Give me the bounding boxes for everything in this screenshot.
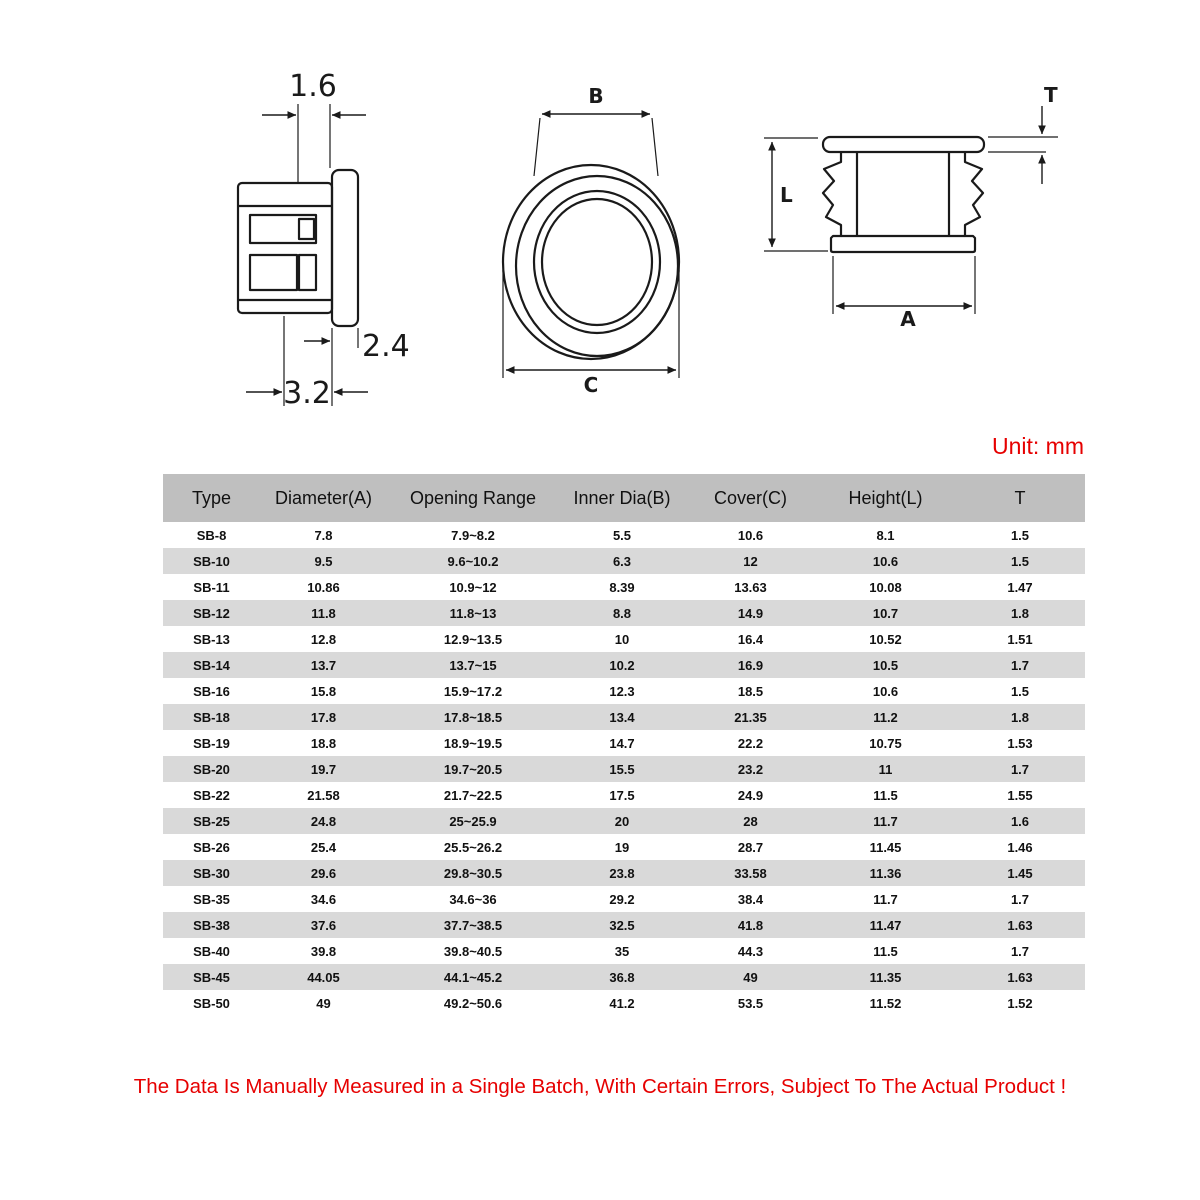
cell-value: 29.6 xyxy=(260,860,387,886)
cell-value: 1.47 xyxy=(1007,579,1033,595)
cell-value: 12.3 xyxy=(609,683,635,699)
dim-label-cover-dia: C xyxy=(583,373,599,397)
cell-value: 25.5~26.2 xyxy=(443,839,503,855)
cell-value: 1.5 xyxy=(955,548,1085,574)
table-row xyxy=(163,808,1085,834)
cell-value: 10 xyxy=(614,631,630,647)
cell-value: 39.8 xyxy=(310,943,337,959)
cell-value: 1.45 xyxy=(955,860,1085,886)
table-row xyxy=(163,548,1085,574)
cell-value: 11.47 xyxy=(816,912,955,938)
cell-value: 25.4 xyxy=(310,839,337,855)
cell-value: 49.2~50.6 xyxy=(443,995,503,1011)
cell-value: 24.9 xyxy=(737,787,764,803)
cell-value: 13.4 xyxy=(559,704,685,730)
cell-value: 53.5 xyxy=(737,995,764,1011)
cell-value: 17.8 xyxy=(260,704,387,730)
cell-value: 11.2 xyxy=(816,704,955,730)
section-view-cap xyxy=(823,137,984,152)
cell-value: 22.2 xyxy=(737,735,764,751)
header-t: T xyxy=(955,474,1085,522)
table-row xyxy=(163,990,1085,1016)
cell-value: 12.9~13.5 xyxy=(443,631,503,647)
cell-value: 10.2 xyxy=(559,652,685,678)
cell-value: 6.3 xyxy=(559,548,685,574)
cell-type: SB-13 xyxy=(193,631,230,647)
cell-value: 10.5 xyxy=(816,652,955,678)
cell-value: 41.2 xyxy=(609,995,635,1011)
cell-value: 10.52 xyxy=(869,631,902,647)
cell-value: 39.8~40.5 xyxy=(443,943,503,959)
cell-type: SB-19 xyxy=(193,735,230,751)
cell-value: 1.63 xyxy=(955,964,1085,990)
header-diameter-a: Diameter(A) xyxy=(260,474,387,522)
cell-value: 5.5 xyxy=(612,527,632,543)
dim-label-thickness: T xyxy=(1044,83,1058,107)
cell-value: 28 xyxy=(685,808,816,834)
cell-value: 19 xyxy=(614,839,630,855)
cell-value: 11.7 xyxy=(816,808,955,834)
cell-type: SB-45 xyxy=(163,964,260,990)
cell-value: 1.7 xyxy=(1010,943,1030,959)
table-row xyxy=(163,964,1085,990)
cell-value: 13.7~15 xyxy=(387,652,559,678)
cell-value: 24.8 xyxy=(260,808,387,834)
cell-value: 17.5 xyxy=(609,787,635,803)
dim-label-gap: 1.6 xyxy=(289,69,337,104)
section-view-drawing xyxy=(764,83,1058,331)
dim-label-diameter: A xyxy=(900,307,916,331)
table-row xyxy=(163,756,1085,782)
cell-value: 1.8 xyxy=(955,704,1085,730)
unit-label: Unit: mm xyxy=(992,433,1084,459)
table-row xyxy=(163,938,1085,964)
table-row xyxy=(163,782,1085,808)
cell-value: 10.6 xyxy=(816,548,955,574)
dim-label-inner-dia: B xyxy=(588,84,604,108)
spec-table xyxy=(163,474,1085,1016)
cell-value: 11.52 xyxy=(869,995,902,1011)
cell-type: SB-20 xyxy=(163,756,260,782)
cell-value: 44.05 xyxy=(260,964,387,990)
cell-value: 11.8~13 xyxy=(387,600,559,626)
cell-value: 38.4 xyxy=(737,891,764,907)
spec-table-body xyxy=(163,522,1085,1016)
cell-value: 7.9~8.2 xyxy=(451,527,495,543)
cell-value: 49 xyxy=(685,964,816,990)
cell-value: 23.8 xyxy=(559,860,685,886)
cell-value: 19.7 xyxy=(260,756,387,782)
dim-label-flange-thickness: 2.4 xyxy=(362,329,410,364)
cell-value: 10.75 xyxy=(869,735,902,751)
table-row xyxy=(163,886,1085,912)
footer-note: The Data Is Manually Measured in a Single Batch, With Certain Errors, Subject To The Actual Product ! xyxy=(133,1075,1067,1098)
cell-value: 11 xyxy=(816,756,955,782)
cell-value: 1.5 xyxy=(1010,527,1030,543)
cell-value: 1.7 xyxy=(1010,891,1030,907)
cell-value: 44.3 xyxy=(737,943,764,959)
table-row xyxy=(163,522,1085,548)
side-view-body xyxy=(238,183,332,313)
cell-value: 1.51 xyxy=(1007,631,1033,647)
cell-value: 18.5 xyxy=(737,683,764,699)
cell-value: 11.36 xyxy=(816,860,955,886)
table-row xyxy=(163,860,1085,886)
cell-value: 49 xyxy=(316,995,331,1011)
cell-value: 33.58 xyxy=(685,860,816,886)
cell-value: 18.8 xyxy=(310,735,337,751)
cell-value: 1.6 xyxy=(955,808,1085,834)
cell-value: 10.08 xyxy=(869,579,902,595)
header-inner-dia-b: Inner Dia(B) xyxy=(559,474,685,522)
cell-value: 11.5 xyxy=(873,943,898,959)
cell-type: SB-14 xyxy=(163,652,260,678)
cell-value: 1.8 xyxy=(955,600,1085,626)
cell-type: SB-50 xyxy=(193,995,230,1011)
cell-value: 11.45 xyxy=(869,839,902,855)
cell-value: 21.58 xyxy=(307,787,340,803)
cell-value: 41.8 xyxy=(685,912,816,938)
cell-value: 8.39 xyxy=(609,579,635,595)
table-row xyxy=(163,912,1085,938)
cell-value: 9.6~10.2 xyxy=(387,548,559,574)
cell-value: 13.7 xyxy=(260,652,387,678)
cell-value: 28.7 xyxy=(737,839,764,855)
cell-type: SB-10 xyxy=(163,548,260,574)
cell-value: 13.63 xyxy=(734,579,767,595)
header-row xyxy=(163,474,1085,522)
cell-value: 14.7 xyxy=(609,735,635,751)
cell-type: SB-35 xyxy=(193,891,230,907)
cell-value: 21.7~22.5 xyxy=(443,787,503,803)
cell-value: 1.53 xyxy=(1007,735,1033,751)
cell-value: 37.6 xyxy=(260,912,387,938)
cell-value: 20 xyxy=(559,808,685,834)
cell-value: 10.9~12 xyxy=(449,579,497,595)
cell-value: 10.6 xyxy=(872,683,899,699)
cell-type: SB-40 xyxy=(193,943,230,959)
cell-value: 1.55 xyxy=(1007,787,1033,803)
cell-value: 1.7 xyxy=(955,652,1085,678)
cell-value: 37.7~38.5 xyxy=(387,912,559,938)
cell-value: 29.2 xyxy=(609,891,635,907)
table-row xyxy=(163,678,1085,704)
front-view-inner-ring xyxy=(534,191,660,333)
cell-value: 44.1~45.2 xyxy=(387,964,559,990)
cell-type: SB-30 xyxy=(163,860,260,886)
header-opening-range: Opening Range xyxy=(387,474,559,522)
cell-value: 18.9~19.5 xyxy=(443,735,503,751)
dim-label-body-depth: 3.2 xyxy=(283,376,331,411)
cell-type: SB-16 xyxy=(193,683,230,699)
cell-value: 16.9 xyxy=(685,652,816,678)
cell-type: SB-38 xyxy=(163,912,260,938)
cell-value: 1.46 xyxy=(1007,839,1033,855)
cell-value: 11.7 xyxy=(873,891,898,907)
cell-value: 7.8 xyxy=(314,527,333,543)
cell-type: SB-8 xyxy=(196,527,227,543)
side-view-drawing xyxy=(238,69,410,411)
cell-value: 1.7 xyxy=(955,756,1085,782)
table-row xyxy=(163,652,1085,678)
cell-value: 9.5 xyxy=(260,548,387,574)
technical-drawings xyxy=(0,0,1200,465)
cell-type: SB-18 xyxy=(163,704,260,730)
cell-value: 34.6~36 xyxy=(449,891,497,907)
cell-value: 16.4 xyxy=(737,631,764,647)
cell-value: 17.8~18.5 xyxy=(387,704,559,730)
cell-type: SB-26 xyxy=(193,839,230,855)
cell-value: 1.63 xyxy=(955,912,1085,938)
header-type: Type xyxy=(163,474,260,522)
table-row xyxy=(163,704,1085,730)
cell-value: 1.52 xyxy=(1007,995,1033,1011)
cell-value: 15.5 xyxy=(559,756,685,782)
cell-type: SB-11 xyxy=(193,579,230,595)
table-row xyxy=(163,834,1085,860)
cell-value: 35 xyxy=(614,943,630,959)
cell-value: 34.6 xyxy=(310,891,337,907)
cell-value: 10.7 xyxy=(816,600,955,626)
cell-value: 21.35 xyxy=(685,704,816,730)
cell-value: 14.9 xyxy=(685,600,816,626)
side-view-flange xyxy=(332,170,358,326)
table-row xyxy=(163,574,1085,600)
cell-value: 11.35 xyxy=(816,964,955,990)
front-view-drawing xyxy=(503,84,679,397)
cell-value: 11.8 xyxy=(260,600,387,626)
cell-value: 15.8 xyxy=(310,683,337,699)
cell-value: 11.5 xyxy=(873,787,898,803)
table-row xyxy=(163,730,1085,756)
dim-label-height: L xyxy=(780,183,793,207)
table-row xyxy=(163,626,1085,652)
cell-type: SB-22 xyxy=(193,787,230,803)
header-cover-c: Cover(C) xyxy=(685,474,816,522)
cell-value: 12 xyxy=(685,548,816,574)
cell-value: 10.6 xyxy=(737,527,764,543)
cell-value: 8.1 xyxy=(876,527,895,543)
cell-value: 19.7~20.5 xyxy=(387,756,559,782)
cell-value: 32.5 xyxy=(559,912,685,938)
header-height-l: Height(L) xyxy=(816,474,955,522)
cell-value: 15.9~17.2 xyxy=(443,683,503,699)
spec-table-header xyxy=(163,474,1085,522)
cell-type: SB-12 xyxy=(163,600,260,626)
cell-value: 29.8~30.5 xyxy=(387,860,559,886)
cell-type: SB-25 xyxy=(163,808,260,834)
table-row xyxy=(163,600,1085,626)
cell-value: 12.8 xyxy=(310,631,337,647)
cell-value: 23.2 xyxy=(685,756,816,782)
cell-value: 8.8 xyxy=(559,600,685,626)
cell-value: 10.86 xyxy=(307,579,340,595)
cell-value: 25~25.9 xyxy=(387,808,559,834)
cell-value: 36.8 xyxy=(559,964,685,990)
cell-value: 1.5 xyxy=(1010,683,1030,699)
